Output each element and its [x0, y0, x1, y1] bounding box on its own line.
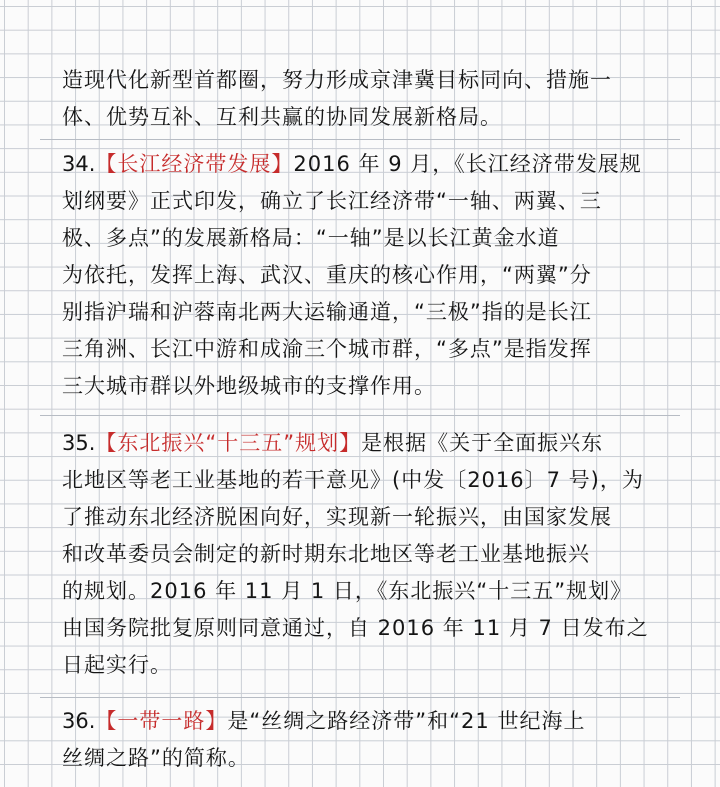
entry-term: 【一带一路】	[95, 709, 228, 733]
entry-first-line	[62, 146, 662, 183]
entry-35	[62, 425, 662, 684]
separator	[40, 415, 680, 416]
text-line: 了推动东北经济脱困向好，实现新一轮振兴，由国家发展	[62, 505, 612, 529]
entry-34	[62, 146, 662, 405]
text-line: 三角洲、长江中游和成渝三个城市群，“多点”是指发挥	[62, 337, 592, 361]
text-line: 体、优势互补、互利共赢的协同发展新格局。	[62, 105, 502, 129]
entry-36	[62, 703, 662, 777]
entry-term: 【长江经济带发展】	[95, 152, 294, 176]
entry-first-line-text: 是根据《关于全面振兴东	[361, 431, 604, 455]
entry-number: 34.	[62, 152, 96, 176]
entry-term: 【东北振兴“十三五”规划】	[95, 431, 362, 455]
text-line: 的规划。2016 年 11 月 1 日，《东北振兴“十三五”规划》	[62, 579, 633, 603]
separator	[40, 139, 680, 140]
entry-number: 35.	[62, 431, 96, 455]
entry-first-line-text: 2016 年 9 月，《长江经济带发展规	[293, 152, 642, 176]
text-line: 日起实行。	[62, 653, 172, 677]
entry-first-line	[62, 703, 662, 740]
entry-first-line-text: 是“丝绸之路经济带”和“21 世纪海上	[227, 709, 586, 733]
entry-number: 36.	[62, 709, 96, 733]
text-line: 由国务院批复原则同意通过，自 2016 年 11 月 7 日发布之	[62, 616, 649, 640]
text-line: 别指沪瑞和沪蓉南北两大运输通道，“三极”指的是长江	[62, 300, 592, 324]
text-line: 造现代化新型首都圈，努力形成京津冀目标同向、措施一	[62, 68, 612, 92]
text-line: 为依托，发挥上海、武汉、重庆的核心作用，“两翼”分	[62, 263, 592, 287]
separator	[40, 697, 680, 698]
text-line: 北地区等老工业基地的若干意见》(中发〔2016〕7 号)，为	[62, 468, 644, 492]
entry-first-line	[62, 425, 662, 462]
text-line: 极、多点”的发展新格局：“一轴”是以长江黄金水道	[62, 226, 560, 250]
text-line: 三大城市群以外地级城市的支撑作用。	[62, 374, 436, 398]
text-line: 丝绸之路”的简称。	[62, 746, 250, 770]
text-line: 和改革委员会制定的新时期东北地区等老工业基地振兴	[62, 542, 590, 566]
text-line: 划纲要》正式印发，确立了长江经济带“一轴、两翼、三	[62, 189, 602, 213]
intro-paragraph	[62, 62, 662, 136]
